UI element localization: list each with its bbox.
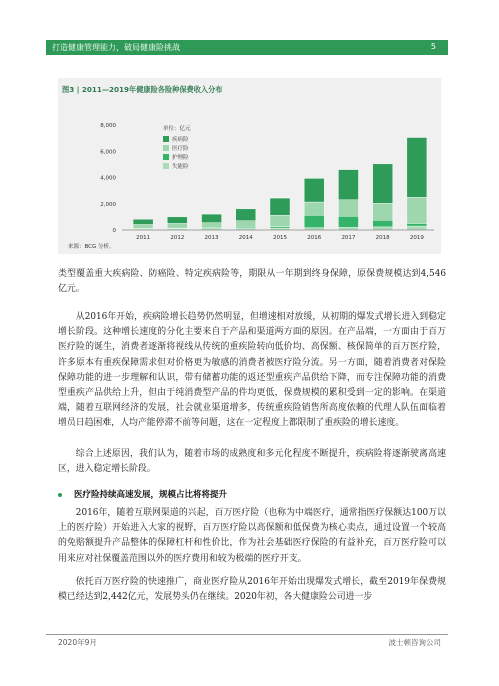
bar-segment [338, 216, 358, 227]
y-tick-label: 2,000 [100, 201, 116, 208]
page-header-bar [46, 40, 448, 55]
y-tick-label: 6,000 [100, 149, 116, 156]
y-tick-label: 0 [112, 228, 116, 234]
x-tick-label: 2016 [307, 235, 322, 241]
page-number: 5 [430, 42, 436, 51]
section-heading [58, 488, 227, 500]
bar-segment [133, 219, 153, 224]
x-tick-label: 2017 [341, 235, 356, 241]
legend-swatch [163, 145, 169, 151]
stacked-bar-chart [58, 78, 441, 254]
bar-segment [338, 227, 358, 230]
bar-segment [270, 215, 290, 227]
legend-label: 疾病险 [172, 137, 189, 143]
bar-segment [133, 224, 153, 228]
bar-segment [407, 226, 427, 230]
y-tick-label: 8,000 [100, 123, 116, 129]
header-title: 打造健康管理能力，破局健康险挑战 [52, 43, 180, 52]
bar-segment [270, 198, 290, 215]
paragraph-medical-insurance: 2016年，随着互联网渠道的兴起，百万医疗险（也称为中端医疗，通常指医疗保额达100万以上的医疗险）开始进入大家的视野，百万医疗险以高保额和低保费为核心卖点，通过设置一个较高的免赔额提升产品整体的保障杠杆和性价比，作为社会基础医疗保险的有益补充，百万医疗险可以用来应对社保覆盖范围以外的医疗费用和较为极端的医疗开支。 [58, 508, 446, 564]
x-tick-label: 2012 [170, 235, 185, 241]
x-tick-label: 2014 [238, 235, 253, 241]
bar-segment [373, 227, 393, 230]
legend-swatch [163, 154, 169, 160]
bar-segment [167, 223, 187, 228]
bullet-dot-icon [58, 493, 62, 497]
bar-segment [373, 220, 393, 227]
figure-panel [58, 78, 441, 254]
legend-label: 失能险 [172, 164, 189, 170]
footer-divider [46, 634, 448, 635]
legend-label: 护理险 [172, 155, 189, 161]
x-tick-label: 2018 [375, 235, 390, 241]
paragraph-intro: 类型覆盖重大疾病险、防癌险、特定疾病险等，期限从一年期到终身保障，原保费规模达到4,546亿元。 [58, 269, 446, 295]
figure-title: 图3 | 2011—2019年健康险各险种保费收入分布 [62, 85, 223, 94]
bar-segment [236, 221, 256, 227]
bar-segment [373, 203, 393, 220]
bar-segment [202, 214, 222, 223]
bar-segment [373, 164, 393, 203]
bar-segment [407, 223, 427, 226]
bar-segment [407, 138, 427, 198]
footer-company: 波士顿咨询公司 [388, 638, 441, 647]
paragraph-disease-insurance: 从2016年开始，疾病险增长趋势仍然明显，但增速相对放缓，从初期的爆发式增长进入到稳定增长阶段。这种增长速度的分化主要来自于产品和渠道两方面的原因。在产品端，一方面由于百万医疗险的诞生，消费者逐渐将视线从传统的重疾险转向低价均、高保额、核保简单的百万医疗险，许多原本有重疾保障需求但对价格更为敏感的消费者被医疗险分流。另一方面，随着消费者对保险保障功能的进一步理解和认识，带有储蓄功能的返还型重疾产品供给下降，而专注保障功能的消费型重疾产品供给上升，但由于纯消费型产品的件均更低，保费规模的累积受到一定的影响。在渠道端，随着互联网经济的发展，社会就业渠道增多，传统重疾险销售所高度依赖的代理人队伍面临着增员日趋困难，人均产能停滞不前等问题，这在一定程度上都限制了重疾险的增长速度。 [58, 312, 446, 429]
legend-label: 医疗险 [172, 146, 189, 152]
paragraph-summary: 综合上述原因，我们认为，随着市场的成熟度和多元化程度不断提升，疾病险将逐渐驶离高速区，进入稳定增长阶段。 [58, 449, 446, 475]
x-tick-label: 2019 [409, 235, 424, 241]
x-tick-label: 2011 [136, 235, 151, 241]
bar-segment [202, 223, 222, 228]
bar-segment [167, 217, 187, 224]
legend-swatch [163, 163, 169, 169]
y-tick-label: 4,000 [100, 175, 116, 182]
figure-source: 来源：BCG 分析。 [68, 244, 115, 250]
bar-segment [304, 215, 324, 227]
bar-segment [304, 202, 324, 215]
bar-segment [338, 170, 358, 200]
footer-date: 2020年9月 [58, 638, 97, 647]
section-heading-text: 医疗险持续高速发展，规模占比将将提升 [74, 490, 228, 500]
x-tick-label: 2013 [204, 235, 219, 241]
bar-segment [407, 197, 427, 223]
paragraph-medical-growth: 依托百万医疗险的快速推广，商业医疗险从2016年开始出现爆发式增长，截至2019年保费规模已经达到2,442亿元，发展势头仍在继续。2020年初，各大健康险公司进一步 [58, 577, 446, 603]
bar-segment [304, 228, 324, 230]
x-tick-label: 2015 [273, 235, 287, 241]
bar-segment [236, 209, 256, 221]
legend-swatch [163, 136, 169, 142]
unit-label: 单位：亿元 [163, 126, 191, 132]
bar-segment [338, 200, 358, 216]
bar-segment [304, 178, 324, 202]
